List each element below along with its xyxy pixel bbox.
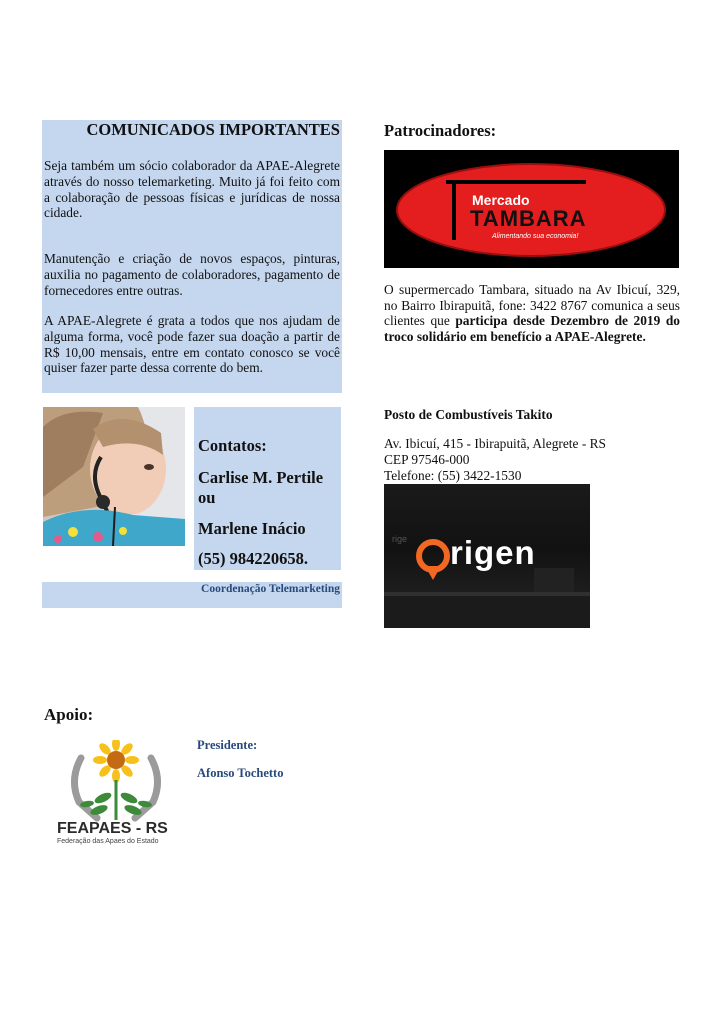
tambara-logo (384, 150, 679, 268)
sponsors-title: Patrocinadores: (384, 121, 497, 140)
origen-logo (384, 484, 590, 628)
contact-phone: (55) 984220658. (198, 549, 308, 568)
telemarketing-photo (43, 407, 185, 546)
president-name: Afonso Tochetto (197, 766, 284, 780)
notice-paragraph-2: Manutenção e criação de novos espaços, pinturas, auxilia no pagamento de colaboradores, pagamento de fornecedores entre outras. (44, 251, 340, 298)
posto-cep: CEP 97546-000 (384, 452, 470, 467)
coordination-label: Coordenação Telemarketing (201, 583, 340, 595)
posto-phone: Telefone: (55) 3422-1530 (384, 468, 522, 483)
tambara-description (384, 282, 680, 344)
location-pin-icon (419, 542, 447, 580)
tambara-text-plain: O supermercado Tambara, situado na Av Ibicuí, 329, no Bairro Ibirapuitã, fone: 3422 8767 comunica a seus clientes que (384, 282, 680, 329)
contact-name-1: Carlise M. Pertile (198, 468, 324, 487)
tambara-text-bold: participa desde Dezembro de 2019 do troco solidário em benefício a APAE-Alegrete. (384, 313, 680, 344)
contact-name-2: Marlene Inácio (198, 519, 306, 538)
origen-sign-text: rige (392, 534, 408, 544)
contacts-label: Contatos: (198, 436, 267, 455)
contact-or: ou (198, 488, 216, 507)
feapaes-logo-name: FEAPAES - RS (57, 820, 168, 837)
support-title: Apoio: (44, 705, 94, 724)
tambara-logo-tagline: Alimentando sua economia! (492, 233, 579, 240)
origen-logo-text: rigen (450, 534, 536, 571)
girl-headset-illustration (43, 407, 185, 546)
tambara-logo-name: TAMBARA (470, 206, 587, 231)
notice-paragraph-1: Seja também um sócio colaborador da APAE-Alegrete através do nosso telemarketing. Muito já foi feito com a colaboração de pessoas físicas e jurídicas de nossa cidade. (44, 158, 340, 221)
posto-title: Posto de Combustíveis Takito (384, 407, 553, 422)
tambara-logo-mercado: Mercado (472, 192, 530, 208)
feapaes-logo-subtitle: Federação das Apaes do Estado (57, 838, 159, 845)
contacts-box (194, 407, 341, 570)
president-label: Presidente: (197, 738, 258, 752)
feapaes-logo (55, 740, 180, 850)
posto-address: Av. Ibicuí, 415 - Ibirapuitã, Alegrete - RS (384, 436, 607, 451)
notices-title: COMUNICADOS IMPORTANTES (86, 120, 340, 139)
notice-paragraph-3: A APAE-Alegrete é grata a todos que nos ajudam de alguma forma, você pode fazer sua doação a partir de R$ 10,00 mensais, entre em contato conosco se você quiser fazer parte dessa corrente do bem. (44, 313, 340, 376)
